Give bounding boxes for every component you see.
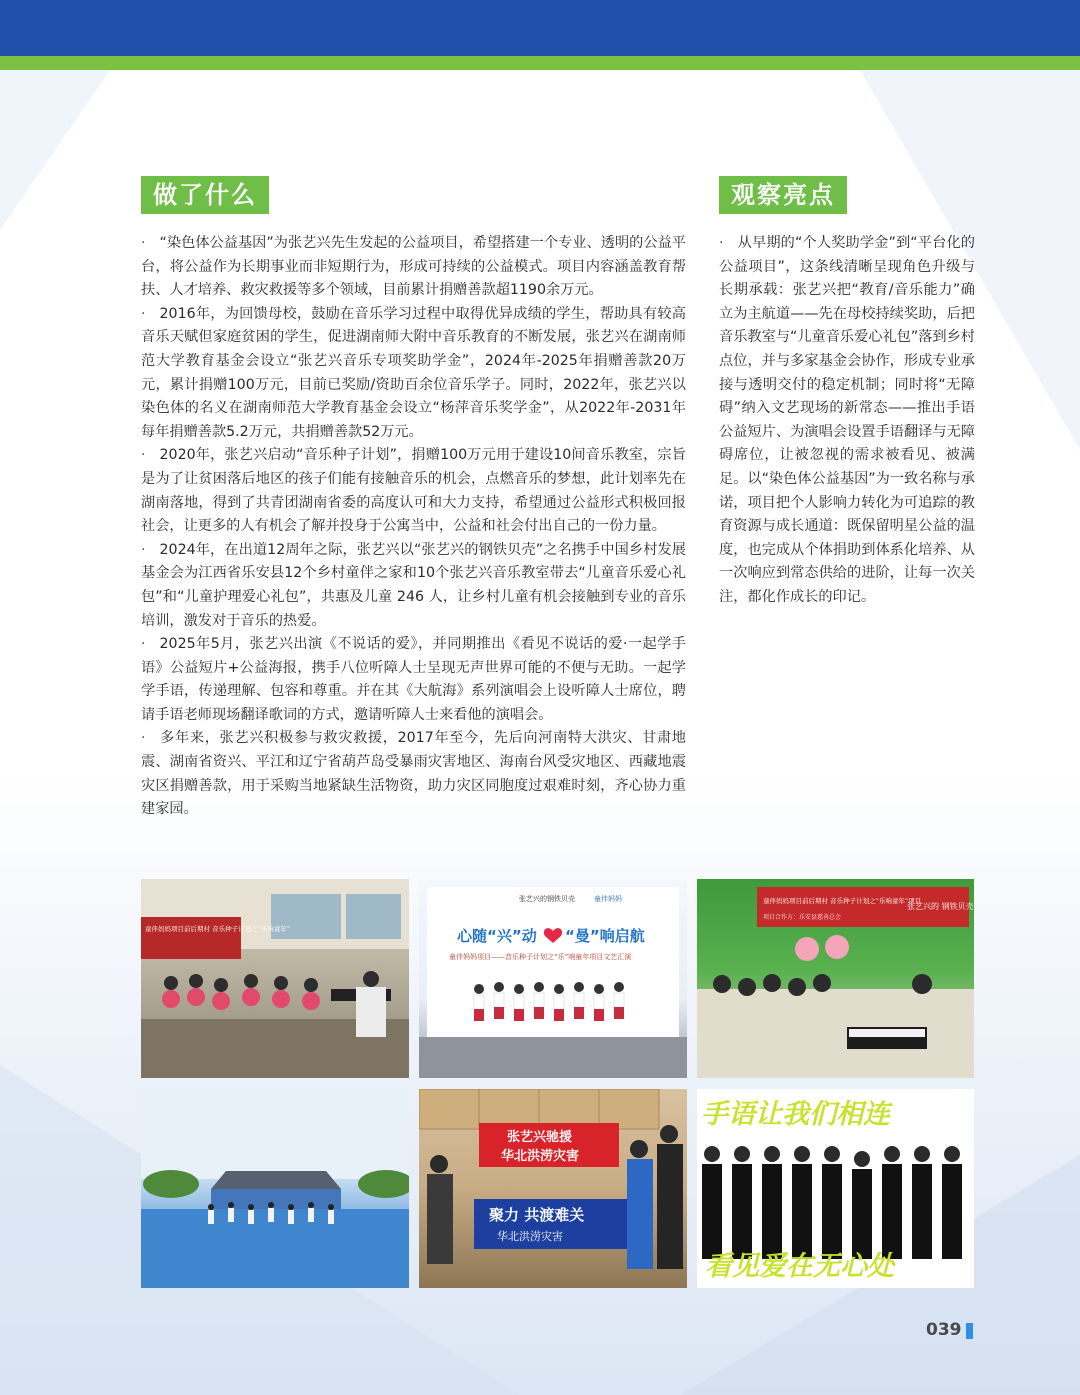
photo-outdoor-stage	[141, 1089, 409, 1288]
bg-decoration	[0, 70, 110, 230]
relief-board-line2: 华北洪涝灾害	[497, 1230, 563, 1243]
paragraph	[141, 232, 686, 303]
paragraph	[719, 232, 975, 610]
music-room-banner-right: 张艺兴的 钢铁贝壳	[907, 902, 974, 911]
music-room-banner-small: 项目合作方：乐安县慈善总会	[763, 914, 842, 921]
bullet: ·	[141, 541, 146, 558]
paragraph-text: 多年来，张艺兴积极参与救灾救援，2017年至今，先后向河南特大洪灾、甘肃地震、湖南省资兴、平江和辽宁省葫芦岛受暴雨灾害地区、海南台风受灾地区、西藏地震灾区捐赠善款，用于采购当地紧缺生活物资，助力灾区同胞度过艰难时刻，齐心协力重建家园。	[141, 730, 686, 818]
paragraph-text: 从早期的“个人奖助学金”到“平台化的公益项目”，这条线清晰呈现角色升级与长期承载：张艺兴把“教育/音乐能力”确立为主航道——先在母校持续奖助，后把音乐教室与“儿童音乐爱心礼包”落到乡村点位，并与多家基金会协作，形成专业承接与透明交付的稳定机制；同时将“无障碍”纳入文艺现场的新常态——推出手语公益短片、为演唱会设置手语翻译与无障碍席位，让被忽视的需求被看见、被满足。以“染色体公益基因”为一致名称与承诺，项目把个人影响力转化为可追踪的教育资源与成长通道：既保留明星公益的温度，也完成从个体捐助到体系化培养、从一次响应到常态供给的进阶，让每一次关注，都化作成长的印记。	[719, 235, 975, 605]
stage-logo: 张艺兴的钢铁贝壳	[519, 895, 575, 903]
top-calligraphy: 手语让我们相连	[701, 1099, 890, 1130]
bullet: ·	[141, 636, 146, 653]
page-number: 039	[926, 1320, 962, 1340]
stage-headline: “曼”响启航	[565, 927, 645, 945]
left-column	[141, 232, 686, 822]
flood-relief-illustration	[419, 1089, 687, 1288]
paragraph-text: “染色体公益基因”为张艺兴先生发起的公益项目，希望搭建一个专业、透明的公益平台，将公益作为长期事业而非短期行为，形成可持续的公益模式。项目内容涵盖教育帮扶、人才培养、救灾救援等多个领域，目前累计捐赠善款超1190余万元。	[141, 235, 686, 299]
paragraph-text: 2024年，在出道12周年之际，张艺兴以“张艺兴的钢铁贝壳”之名携手中国乡村发展基金会为江西省乐安县12个乡村童伴之家和10个张艺兴音乐教室带去“儿童音乐爱心礼包”和“儿童护理爱心礼包”，共惠及儿童 246 人，让乡村儿童有机会接触到专业的音乐培训，激发对于音乐的热爱。	[141, 541, 686, 629]
paragraph-text: 2020年，张艺兴启动“音乐种子计划”，捐赠100万元用于建设10间音乐教室，宗旨是为了让贫困落后地区的孩子们能有接触音乐的机会，点燃音乐的梦想，此计划率先在湖南落地，得到了共青团湖南省委的高度认可和大力支持，希望通过公益形式积极回报社会，让更多的人有机会了解并投身于公寓当中，公益和社会付出自己的一份力量。	[141, 447, 686, 535]
bullet: ·	[719, 235, 724, 251]
music-room-banner: 童伴妈妈项目前后期村 音乐种子计划之“乐响童年”项目	[763, 897, 922, 905]
section-heading-what-done: 做了什么	[141, 176, 269, 214]
paragraph-text: 2016年，为回馈母校，鼓励在音乐学习过程中取得优异成绩的学生，帮助具有较高音乐天赋但家庭贫困的学生，促进湖南师大附中音乐教育的不断发展，张艺兴在湖南师范大学教育基金会设立“张艺兴音乐专项奖助学金”，2024年-2025年捐赠善款20万元，累计捐赠100万元，目前已奖励/资助百余位音乐学子。同时，2022年，张艺兴以染色体的名义在湖南师范大学教育基金会设立“杨萍音乐奖学金”，从2022年-2031年每年捐赠善款5.2万元，共捐赠善款52万元。	[141, 305, 686, 440]
paragraph	[141, 444, 686, 538]
stage-logo: 童伴妈妈	[594, 895, 622, 903]
stage-illustration	[419, 879, 687, 1078]
stage-subline: 童伴妈妈项目——音乐种子计划之“乐”响童年项目文艺汇演	[449, 953, 632, 961]
classroom-illustration	[141, 879, 409, 1078]
bullet: ·	[141, 305, 146, 322]
header-blue-band	[0, 0, 1080, 56]
right-column	[719, 232, 975, 610]
paragraph	[141, 539, 686, 633]
outdoor-stage-illustration	[141, 1089, 409, 1288]
paragraph	[141, 727, 686, 821]
header-green-band	[0, 56, 1080, 70]
paragraph-text: 2025年5月，张艺兴出演《不说话的爱》，并同期推出《看见不说话的爱·一起学手语》公益短片+公益海报，携手八位听障人士呈现无声世界可能的不便与无助。一起学学手语，传递理解、包容和尊重。并在其《大航海》系列演唱会上设听障人士席位，聘请手语老师现场翻译歌词的方式，邀请听障人士来看他的演唱会。	[141, 636, 686, 723]
bottom-calligraphy: 看见爱在无心处	[705, 1251, 894, 1282]
paragraph	[141, 303, 686, 445]
stage-headline: 心随“兴”动	[457, 927, 537, 945]
photo-classroom	[141, 879, 409, 1078]
photo-flood-relief	[419, 1089, 687, 1288]
relief-banner-line2: 华北洪涝灾害	[501, 1149, 580, 1164]
page-number-bar	[966, 1323, 973, 1339]
bullet: ·	[141, 730, 146, 747]
photo-music-classroom	[697, 879, 974, 1078]
photo-stage-performance	[419, 879, 687, 1078]
music-room-illustration	[697, 879, 974, 1078]
relief-banner-line1: 张艺兴驰援	[507, 1130, 573, 1145]
paragraph	[141, 633, 686, 727]
section-heading-highlights: 观察亮点	[719, 176, 847, 214]
bullet: ·	[141, 235, 146, 251]
bullet: ·	[141, 447, 146, 464]
relief-board-line1: 聚力 共渡难关	[489, 1206, 585, 1224]
classroom-banner-text: 童伴妈妈项目前后期村 音乐种子计划之“乐响童年”	[145, 925, 291, 933]
group-illustration	[697, 1089, 974, 1288]
photo-sign-language-group	[697, 1089, 974, 1288]
